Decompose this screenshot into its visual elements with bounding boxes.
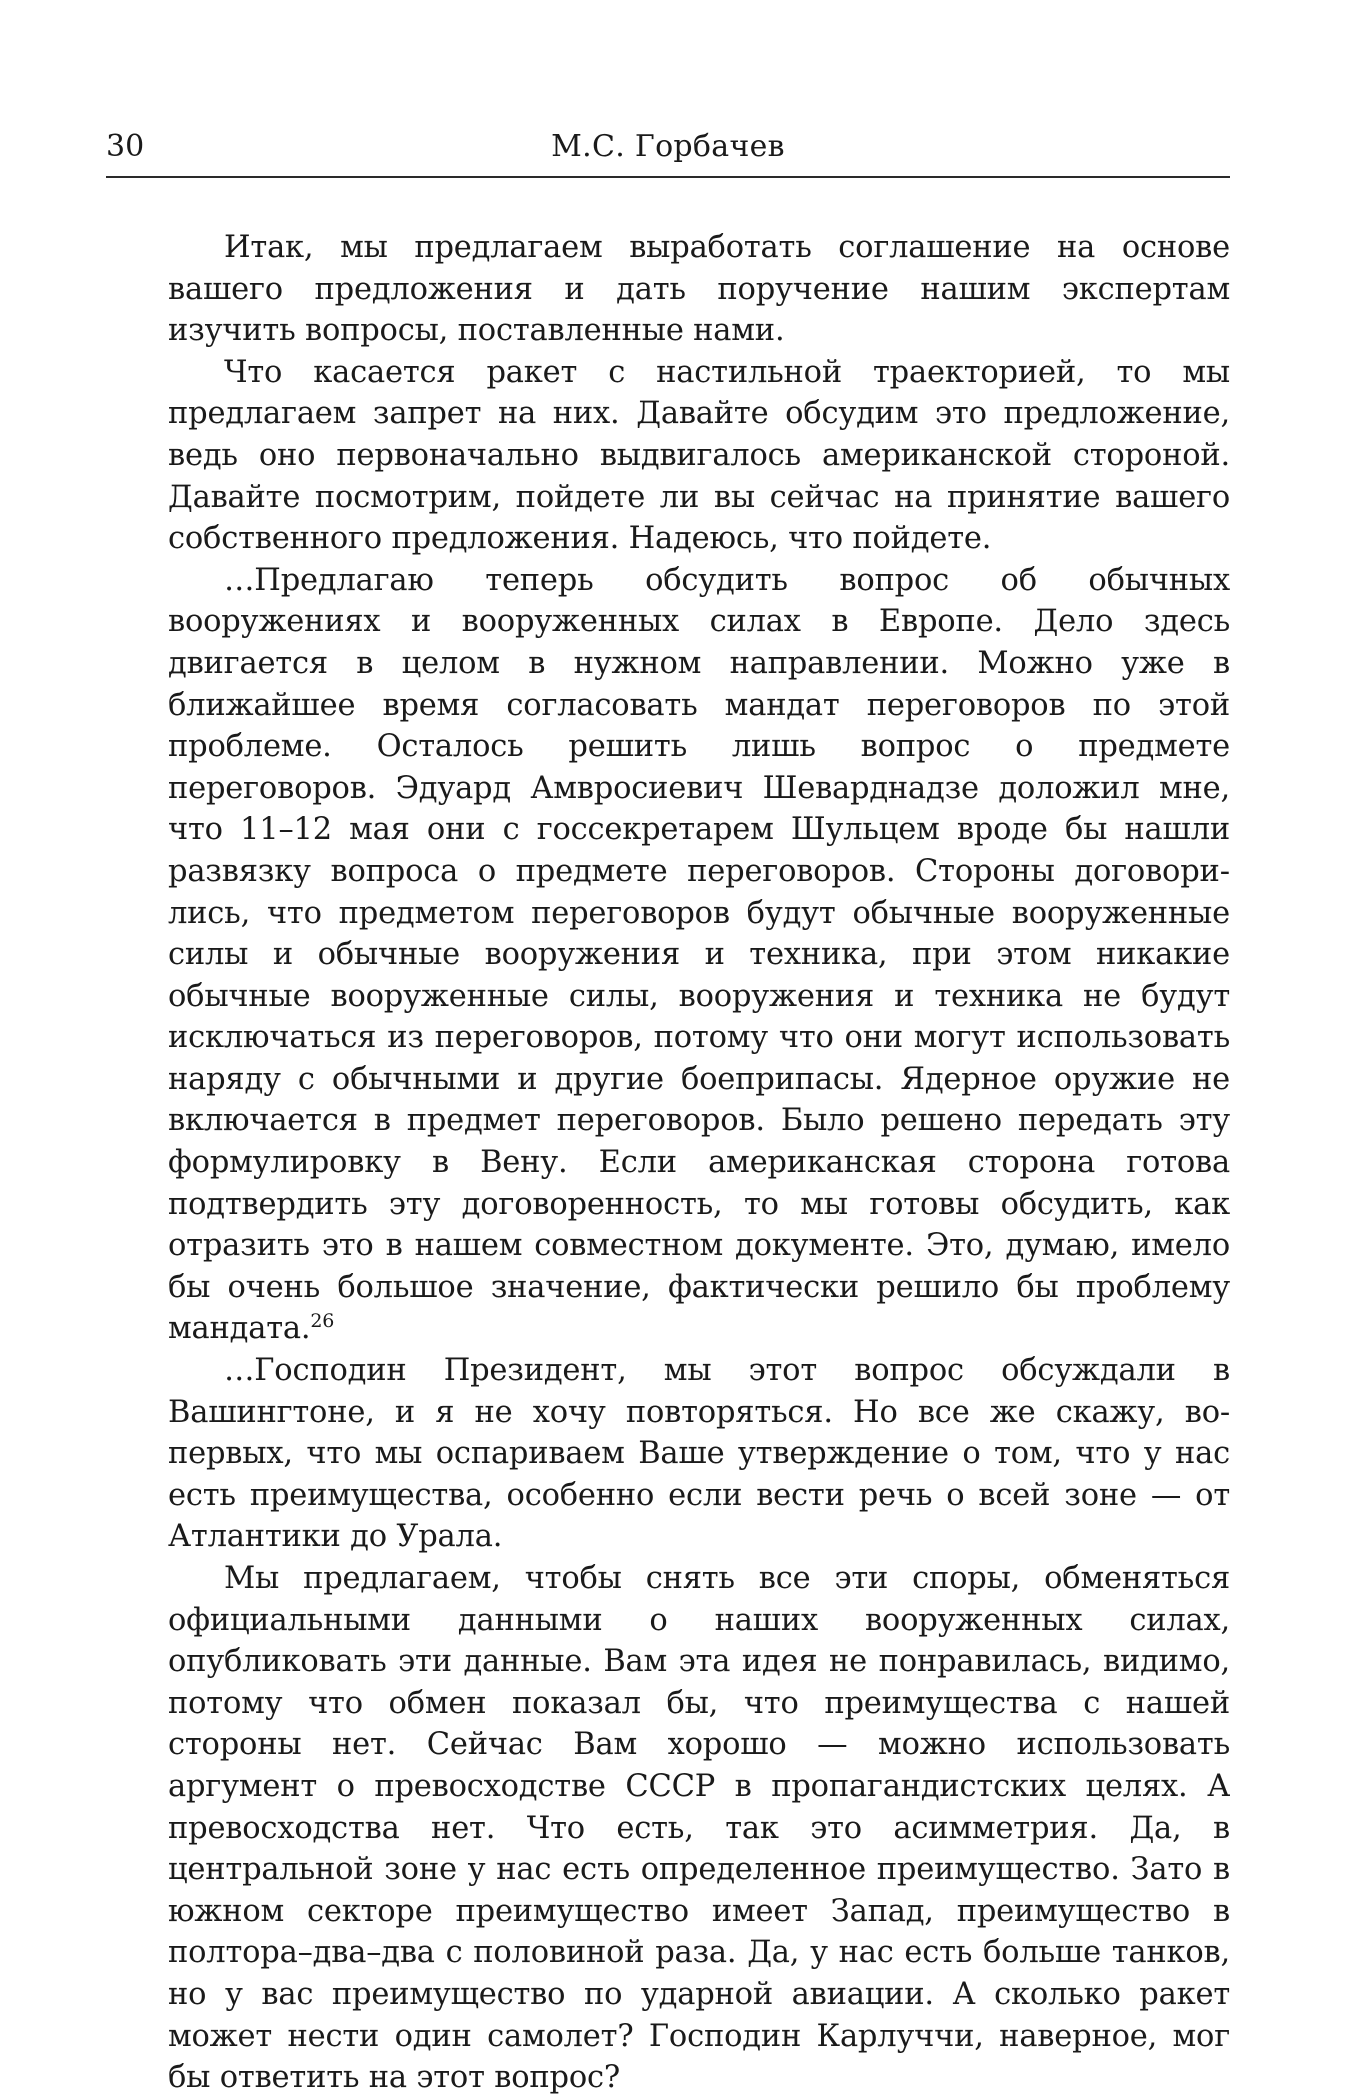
paragraph-1: Итак, мы предлагаем выработать соглашение на основе вашего предложения и дать поручение нашим экспертам изучить вопросы, поставленные нами. (168, 230, 1230, 349)
paragraph-3 (168, 560, 1230, 1350)
paragraph-4: …Господин Президент, мы этот вопрос обсуждали в Вашингтоне, и я не хочу повторяться. Но все же скажу, во-первых, что мы оспариваем Ваше утверждение о том, что у нас есть преимущества, особенно если вести речь о всей зоне — от Атлантики до Урала. (168, 1353, 1230, 1555)
running-title: М.С. Горбачев (551, 129, 785, 164)
body-text (168, 227, 1230, 2099)
paragraph-2: Что касается ракет с настильной траекторией, то мы предлагаем запрет на них. Давайте обсудим это предложение, ведь оно первоначально выдвигалось американской стороной. Давайте посмотрим, пойдете ли вы сейчас на принятие вашего собственного предложения. Надеюсь, что пойдете. (168, 354, 1230, 557)
running-header (106, 126, 1230, 178)
footnote-reference[interactable]: 26 (310, 1310, 335, 1333)
page-number: 30 (106, 129, 145, 164)
paragraph-5: Мы предлагаем, чтобы снять все эти споры, обменяться официальными данными о наших вооруженных силах, опубликовать эти данные. Вам эта идея не понравилась, видимо, потому что обмен показал бы, что преимущества с нашей стороны нет. Сейчас Вам хорошо — можно использовать аргумент о превосходстве СССР в пропагандистских целях. А превосходства нет. Что есть, так это асимметрия. Да, в центральной зоне у нас есть определенное преимущество. Зато в южном секторе преимущество имеет Запад, преимущество в полтора–два–два с половиной раза. Да, у нас есть больше танков, но у вас преимущество по ударной авиации. А сколько ракет может нести один самолет? Господин Карлуччи, наверное, мог бы ответить на этот вопрос? (168, 1561, 1230, 2096)
paragraph-3-text: …Предлагаю теперь обсудить вопрос об обычных вооружениях и вооруженных силах в Европе. Дело здесь двигается в целом в нужном направлении. Можно уже в ближайшее время согласовать мандат переговоров по этой проблеме. Осталось решить лишь вопрос о предмете переговоров. Эдуард Амвросиевич Шеварднадзе доложил мне, что 11–12 мая они с госсекретарем Шульцем вроде бы нашли развязку вопроса о предмете переговоров. Стороны договорились, что предметом переговоров будут обычные вооруженные силы и обычные вооружения и техника, при этом никакие обычные вооруженные силы, вооружения и техника не будут исключаться из переговоров, потому что они могут использовать наряду с обычными и другие боеприпасы. Ядерное оружие не включается в предмет переговоров. Было решено передать эту формулировку в Вену. Если американская сторона готова подтвердить эту договоренность, то мы готовы обсудить, как отразить это в нашем совместном документе. Это, думаю, имело бы очень большое значение, фактически решило бы проблему мандата. (168, 562, 1230, 1347)
